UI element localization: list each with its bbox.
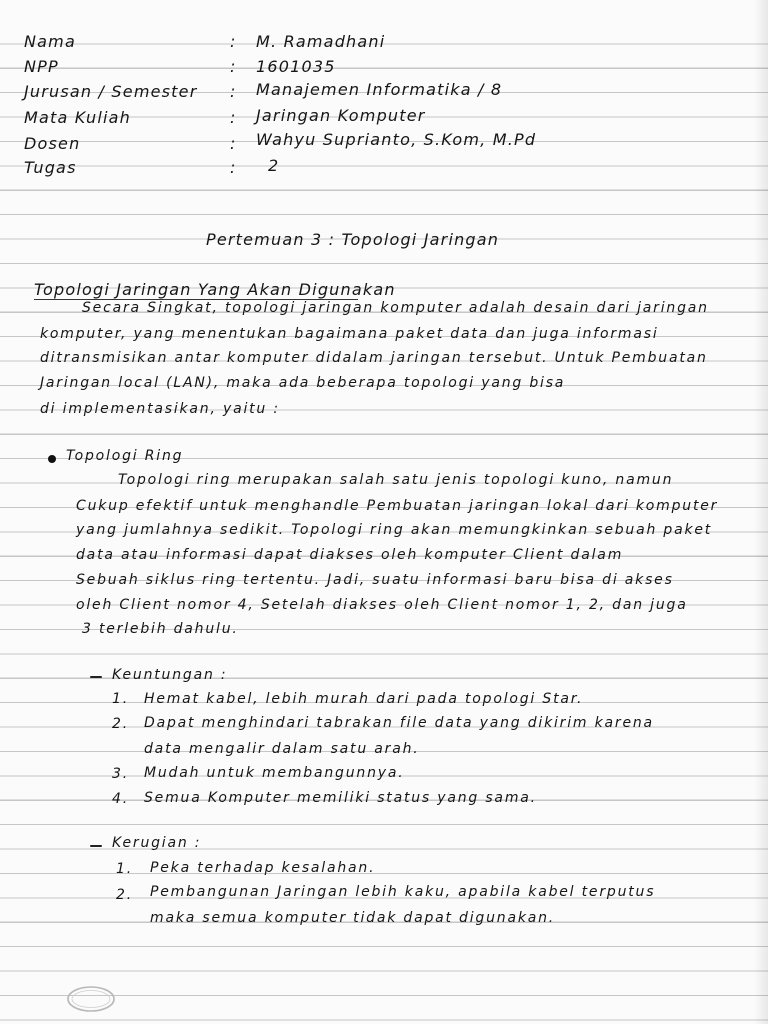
keuntungan-item-1: Hemat kabel, lebih murah dari pada topologi Star. bbox=[144, 691, 584, 707]
keuntungan-item-4: Semua Komputer memiliki status yang sama. bbox=[144, 790, 537, 806]
header-value-nama: M. Ramadhani bbox=[256, 32, 386, 51]
sidu-logo bbox=[66, 985, 116, 1013]
ring-line-6: oleh Client nomor 4, Setelah diakses oleh Client nomor 1, 2, dan juga bbox=[76, 597, 688, 613]
header-value-matakuliah: Jaringan Komputer bbox=[256, 106, 426, 125]
page-title: Pertemuan 3 : Topologi Jaringan bbox=[206, 230, 500, 249]
keuntungan-heading: Keuntungan : bbox=[112, 667, 228, 683]
header-value-jurusan: Manajemen Informatika / 8 bbox=[256, 80, 503, 99]
intro-line-1: Secara Singkat, topologi jaringan komputer adalah desain dari jaringan bbox=[82, 300, 709, 316]
ring-line-5: Sebuah siklus ring tertentu. Jadi, suatu informasi baru bisa di akses bbox=[76, 572, 674, 588]
keuntungan-item-3: Mudah untuk membangunnya. bbox=[144, 765, 405, 781]
header-colon: : bbox=[230, 158, 237, 177]
intro-line-2: komputer, yang menentukan bagaimana paket data dan juga informasi bbox=[40, 326, 659, 342]
header-colon: : bbox=[230, 134, 237, 153]
kerugian-num: 1. bbox=[116, 861, 133, 877]
dash-icon bbox=[90, 845, 102, 847]
header-value-dosen: Wahyu Suprianto, S.Kom, M.Pd bbox=[256, 130, 537, 149]
bullet-icon bbox=[48, 455, 56, 463]
ring-line-3: yang jumlahnya sedikit. Topologi ring akan memungkinkan sebuah paket bbox=[76, 522, 713, 538]
header-label-npp: NPP bbox=[24, 57, 59, 76]
intro-line-5: di implementasikan, yaitu : bbox=[40, 401, 280, 417]
header-label-dosen: Dosen bbox=[24, 134, 81, 153]
keuntungan-num: 2. bbox=[112, 716, 129, 732]
kerugian-item-1: Peka terhadap kesalahan. bbox=[150, 860, 376, 876]
header-value-tugas: 2 bbox=[268, 156, 280, 175]
section-heading: Topologi Jaringan Yang Akan Digunakan bbox=[34, 280, 396, 299]
header-label-jurusan: Jurusan / Semester bbox=[24, 82, 198, 101]
ring-line-2: Cukup efektif untuk menghandle Pembuatan jaringan lokal dari komputer bbox=[76, 498, 719, 514]
kerugian-item-2-line-1: Pembangunan Jaringan lebih kaku, apabila kabel terputus bbox=[150, 884, 656, 900]
kerugian-num: 2. bbox=[116, 887, 133, 903]
keuntungan-num: 4. bbox=[112, 791, 129, 807]
ring-heading: Topologi Ring bbox=[66, 448, 184, 464]
header-colon: : bbox=[230, 82, 237, 101]
header-colon: : bbox=[230, 57, 237, 76]
header-colon: : bbox=[230, 108, 237, 127]
header-label-tugas: Tugas bbox=[24, 158, 77, 177]
header-label-nama: Nama bbox=[24, 32, 76, 51]
keuntungan-num: 3. bbox=[112, 766, 129, 782]
header-colon: : bbox=[230, 32, 237, 51]
ring-line-7: 3 terlebih dahulu. bbox=[82, 621, 239, 637]
intro-line-3: ditransmisikan antar komputer didalam jaringan tersebut. Untuk Pembuatan bbox=[40, 350, 708, 366]
keuntungan-num: 1. bbox=[112, 691, 129, 707]
kerugian-item-2-line-2: maka semua komputer tidak dapat digunakan. bbox=[150, 910, 556, 926]
keuntungan-item-2-line-1: Dapat menghindari tabrakan file data yang dikirim karena bbox=[144, 715, 654, 731]
dash-icon bbox=[90, 676, 102, 678]
intro-line-4: Jaringan local (LAN), maka ada beberapa topologi yang bisa bbox=[40, 375, 566, 391]
ring-line-1: Topologi ring merupakan salah satu jenis topologi kuno, namun bbox=[118, 472, 674, 488]
ring-line-4: data atau informasi dapat diakses oleh komputer Client dalam bbox=[76, 547, 624, 563]
header-label-matakuliah: Mata Kuliah bbox=[24, 108, 132, 127]
kerugian-heading: Kerugian : bbox=[112, 835, 202, 851]
header-value-npp: 1601035 bbox=[256, 57, 336, 76]
keuntungan-item-2-line-2: data mengalir dalam satu arah. bbox=[144, 741, 420, 757]
